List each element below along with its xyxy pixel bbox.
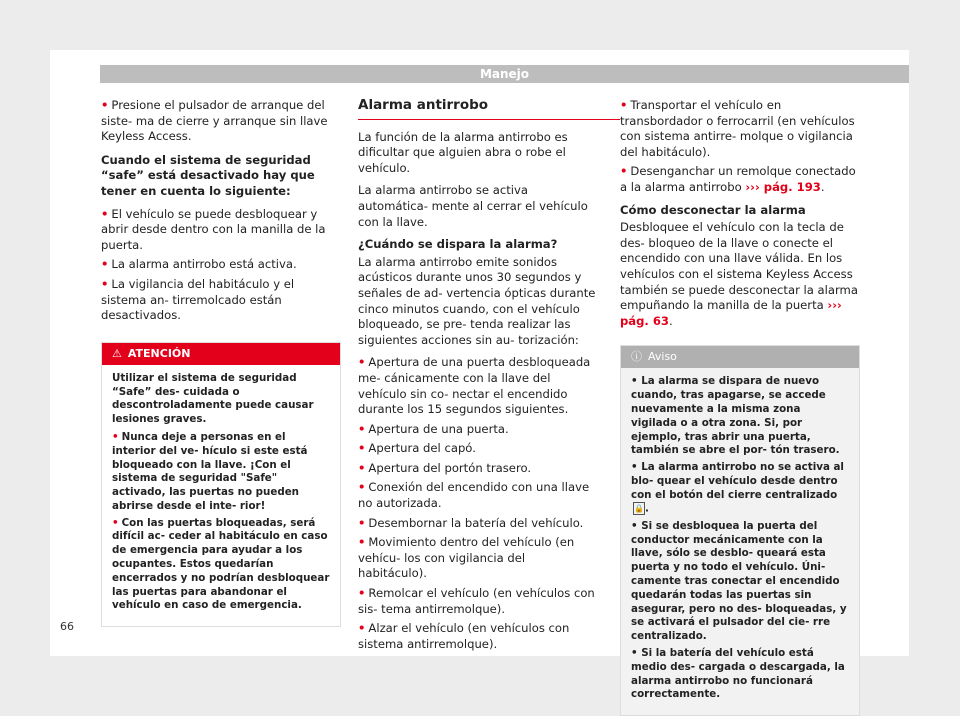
list-item: • Movimiento dentro del vehículo (en vehícu- los con vigilancia del habitáculo).: [358, 535, 575, 581]
list-item: • Apertura del portón trasero.: [358, 460, 532, 475]
list-item: • Remolcar el vehículo (en vehículos con sis- tema antirremolque).: [358, 586, 595, 616]
section-header: Manejo: [100, 65, 909, 83]
bullet-item: • La alarma antirrobo está activa.: [101, 257, 297, 272]
list-item: • Apertura de una puerta desbloqueada me- cánicamente con la llave del vehículo sin co- nectar el encendido durante los 15 segundos siguientes.: [358, 355, 591, 417]
lock-icon: 🔒: [634, 504, 644, 514]
bullet-item: • La vigilancia del habitáculo y el sistema an- tirremolcado están desactivados.: [101, 276, 295, 323]
subheading: ¿Cuándo se dispara la alarma?: [358, 237, 558, 252]
column-1: [101, 98, 339, 627]
paragraph: La alarma antirrobo se activa automática- mente al cerrar el vehículo con la llave.: [358, 183, 588, 229]
page-ref-link[interactable]: ››› pág. 63: [620, 298, 842, 328]
section-title: Alarma antirrobo: [358, 98, 620, 120]
column-2: [358, 98, 596, 656]
bullet-item: • Con las puertas bloqueadas, será difícil ac- ceder al habitáculo en caso de emergencia para ayudar a los ocupantes. Estos quedarían encerrados y no podrían desbloquear las puertas para abandonar el vehículo en caso de emergencia.: [112, 516, 330, 612]
column-3: [620, 98, 858, 716]
bullet-item: • El vehículo se puede desbloquear y abrir desde dentro con la manilla de la puerta.: [101, 206, 326, 252]
warning-box: [101, 342, 341, 628]
bullet-item: • Si la batería del vehículo está medio des- cargada o descargada, la alarma antirrobo no funcionará correctamente.: [631, 646, 845, 701]
note-box: [620, 345, 860, 716]
warning-intro: Utilizar el sistema de seguridad “Safe” des- cuidada o descontroladamente puede causar lesiones graves.: [112, 371, 314, 426]
bullet-item: • Desenganchar un remolque conectado a la alarma antirrobo ››› pág. 193.: [620, 164, 856, 194]
warning-header: ⚠ ATENCIÓN: [102, 343, 340, 365]
note-body: [621, 368, 859, 715]
paragraph: Desbloquee el vehículo con la tecla de des- bloqueo de la llave o conecte el encendido con una llave válida. En los vehículos con el sistema Keyless Access también se puede desconectar la alarma empuñando la manilla de la puerta ››› pág. 63.: [620, 220, 858, 328]
page-ref-link[interactable]: ››› pág. 193: [745, 179, 821, 194]
warning-body: [102, 365, 340, 627]
subheading: Cuando el sistema de seguridad “safe” está desactivado hay que tener en cuenta lo siguiente:: [101, 152, 315, 198]
paragraph: La alarma antirrobo emite sonidos acústicos durante unos 30 segundos y señales de ad- vertencia ópticas durante cinco minutos cuando, con el vehículo bloqueado, se pre- tenda realizar las siguientes acciones sin au- torización:: [358, 254, 596, 347]
list-item: • Alzar el vehículo (en vehículos con sistema antirremolque).: [358, 621, 570, 651]
page: [50, 50, 909, 701]
bullet-item: • La alarma se dispara de nuevo cuando, tras apagarse, se accede nuevamente a la misma zona vigilada o a otra zona. Si, por ejemplo, tras abrir una puerta, también se abre el por- tón trasero.: [631, 375, 840, 457]
note-header: ⓘ Aviso: [621, 346, 859, 368]
paragraph: La función de la alarma antirrobo es dificultar que alguien abra o robe el vehículo.: [358, 129, 568, 175]
list-item: • Conexión del encendido con una llave no autorizada.: [358, 480, 590, 511]
warning-triangle-icon: ⚠: [112, 346, 122, 360]
bullet-item: • La alarma antirrobo no se activa al blo- quear el vehículo desde dentro con el botón del cierre centralizado 🔒.: [631, 461, 844, 515]
bullet-item: • Si se desbloquea la puerta del conductor mecánicamente con la llave, sólo se desblo- queará esta puerta y no todo el vehículo. Úni- camente tras conectar el encendido quedarán todas las puertas sin asegurar, pero no des- bloqueadas, y se activará el pulsador del cie- rre centralizado.: [631, 519, 847, 643]
bullet-item: • Nunca deje a personas en el interior del ve- hículo si este está bloqueado con la llave. ¡Con el sistema de seguridad "Safe" activado, las puertas no pueden abrirse desde el inte- rior!: [112, 430, 308, 512]
bullet-item: • Presione el pulsador de arranque del siste- ma de cierre y arranque sin llave Keyless Access.: [101, 98, 328, 144]
page-number: 66: [60, 620, 74, 633]
bullet-item: • Transportar el vehículo en transbordador o ferrocarril (en vehículos con sistema antirre- molque o vigilancia del habitáculo).: [620, 98, 855, 159]
list-item: • Desembornar la batería del vehículo.: [358, 515, 584, 530]
list-item: • Apertura de una puerta.: [358, 421, 509, 436]
info-icon: ⓘ: [631, 350, 642, 364]
list-item: • Apertura del capó.: [358, 441, 476, 456]
subheading: Cómo desconectar la alarma: [620, 202, 806, 217]
